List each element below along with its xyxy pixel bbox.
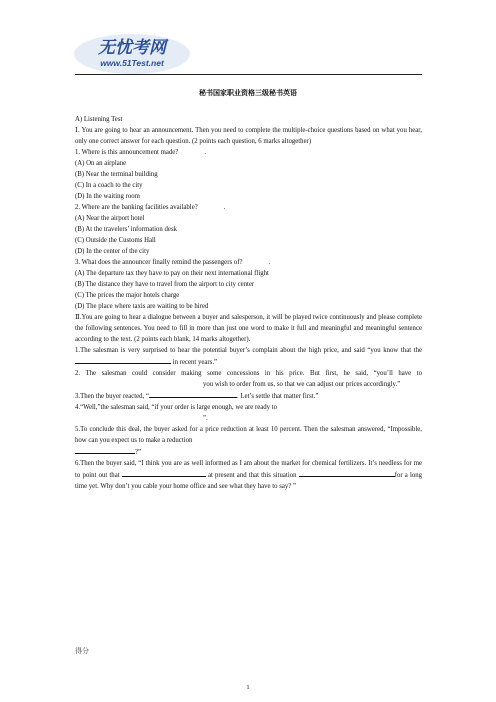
q3-option-c: (C) The prices the major hotels charge <box>75 292 180 299</box>
score-label: 得分 <box>75 647 89 655</box>
sentence-1: 1.The salesman is very surprised to hear the potential buyer’s complain about the high price, and said “you know that the in recent years.” <box>75 347 422 366</box>
sentence-2: 2. The salesman could consider making some concessions in his price. But first, he said, “you’ll have toyou wish to order from us, so that we can adjust our prices accordingly.” <box>75 370 422 388</box>
q2-option-d: (D) In the center of the city <box>75 248 150 255</box>
svg-text:无忧考网: 无忧考网 <box>98 38 166 58</box>
document-body <box>75 114 422 492</box>
q3-option-a: (A) The departure tax they have to pay on their next international flight <box>75 270 269 277</box>
question-3: 3. What does the announcer finally remind the passengers of? . <box>75 259 271 266</box>
sentence-3: 3.Then the buyer reacted, “ . Let’s settle that matter first.” <box>75 390 422 402</box>
blank-1[interactable] <box>75 356 171 364</box>
q2-option-b: (B) At the travelers’ information desk <box>75 226 177 233</box>
q1-option-d: (D) In the waiting room <box>75 193 140 200</box>
blank-7[interactable] <box>299 469 395 477</box>
q1-option-c: (C) In a coach to the city <box>75 182 143 189</box>
q1-option-b: (B) Near the terminal building <box>75 171 158 178</box>
site-logo <box>72 32 192 76</box>
part2-instructions: Ⅱ.You are going to hear a dialogue between a buyer and salesperson, it will be played twice continuously and please complete the following sentences. You need to fill in more than just one word to make it full and meaningful and meaningful sentence according to the text. (2 points each blank, 14 marks altogether). <box>75 314 422 343</box>
q3-option-d: (D) The place where taxis are waiting to be hired <box>75 303 209 310</box>
sentence-6: 6.Then the buyer said, “I think you are as well informed as I am about the market for chemical fertilizers. It’s needless for me to point out that at present and that this situation for a long time yet. Why don’t you cable your home office and see what they have to say? ” <box>75 460 423 490</box>
blank-5[interactable] <box>75 446 135 454</box>
question-1: 1. Where is this announcement made? . <box>75 149 207 156</box>
question-2: 2. Where are the banking facilities available? . <box>75 204 226 211</box>
blank-6[interactable] <box>122 469 206 477</box>
part1-instructions: Ⅰ. You are going to hear an announcement. Then you need to complete the multiple-choice questions based on what you hear, only one correct answer for each question. (2 points each question, 6 marks altogether) <box>75 127 422 145</box>
blank-3[interactable] <box>149 390 237 398</box>
header-rule <box>75 74 422 75</box>
q3-option-b: (B) The distance they have to travel from the airport to city center <box>75 281 255 288</box>
sentence-4: 4.“Well,”the salesman said, “if your order is large enough, we are ready to ”. <box>75 404 278 422</box>
document-title: 秘书国家职业资格三级秘书英语 <box>199 89 297 97</box>
sentence-5: 5.To conclude this deal, the buyer asked for a price reduction at least 10 percent. Then the salesman answered, “Impossible, how can you expect us to make a reduction ?” <box>75 426 422 456</box>
q2-option-c: (C) Outside the Customs Hall <box>75 237 156 244</box>
svg-text:www.51Test.net: www.51Test.net <box>100 58 164 68</box>
q2-option-a: (A) Near the airport hotel <box>75 215 145 222</box>
section-heading: A) Listening Test <box>75 116 123 123</box>
page-number: 1 <box>246 684 250 691</box>
q1-option-a: (A) On an airplane <box>75 160 127 167</box>
